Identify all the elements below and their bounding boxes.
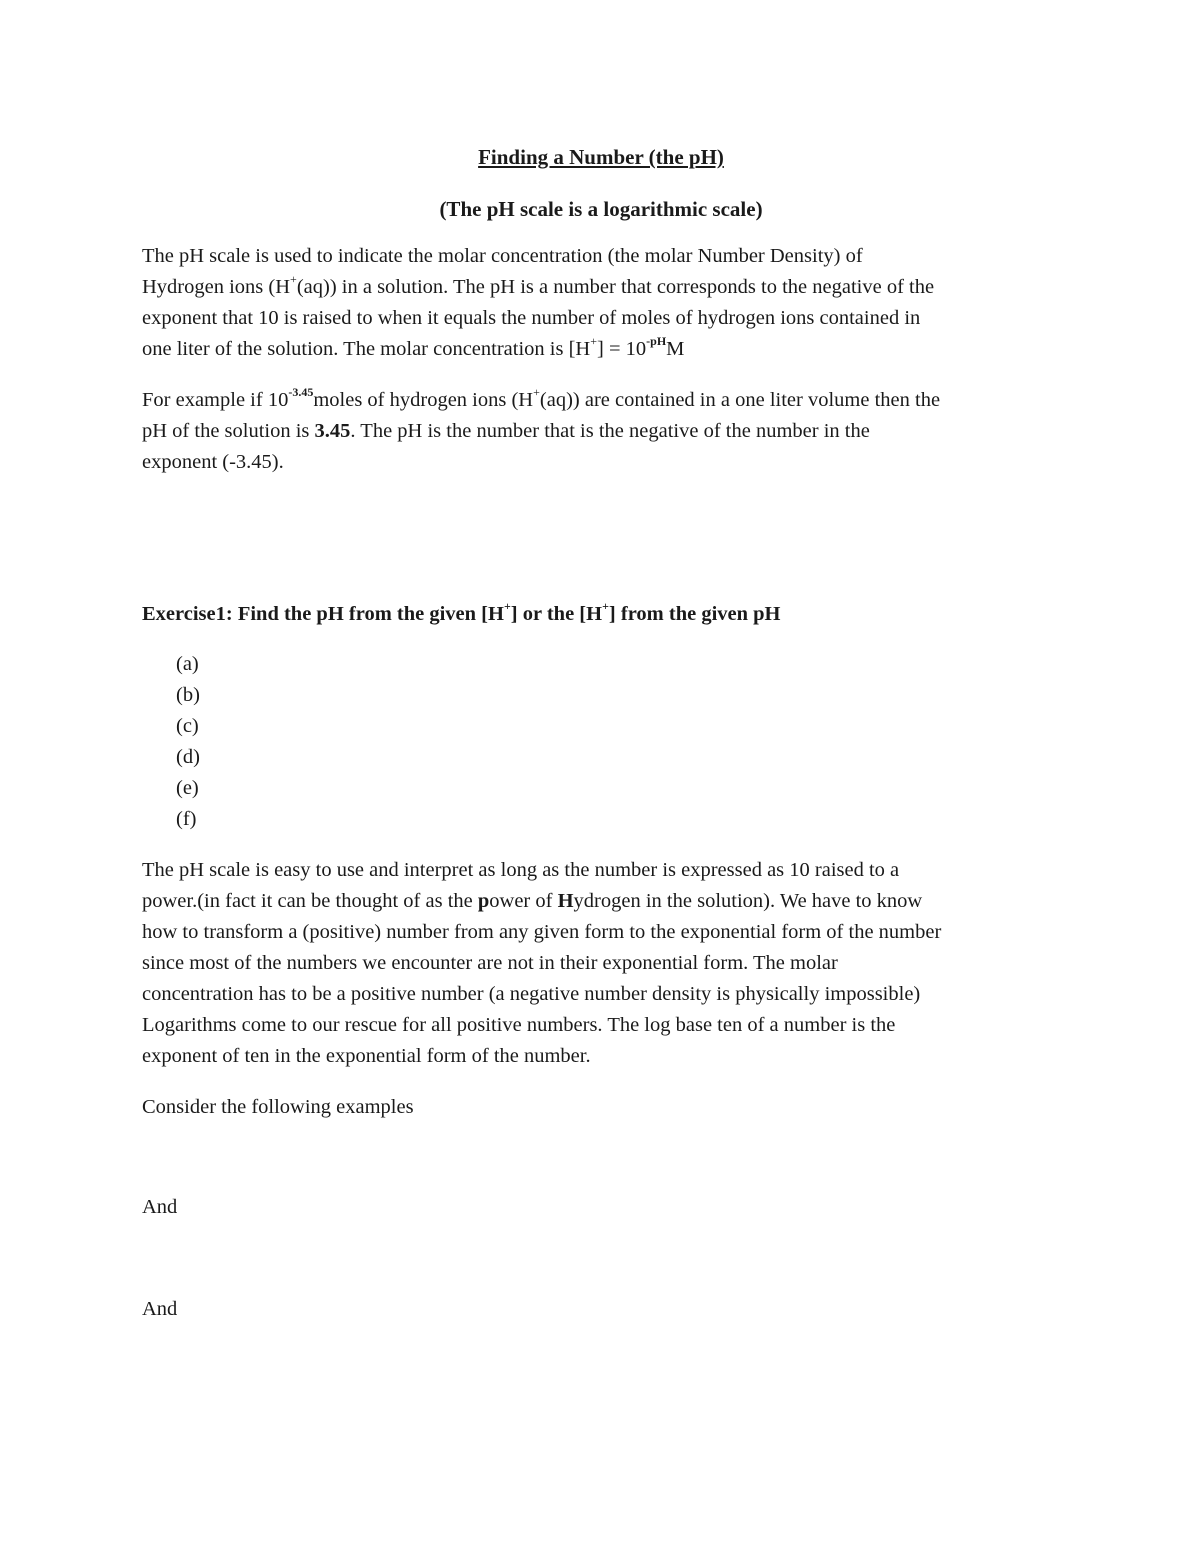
para3-line5: concentration has to be a positive number (a negative number density is physically impossible) (142, 983, 921, 1005)
para1-line4: one liter of the solution. The molar concentration is $[H^+] = 10^{-pH}M$ (142, 334, 685, 360)
para3-line4: since most of the numbers we encounter are not in their exponential form. The molar (142, 952, 838, 974)
exercise-item-e: (e) (176, 777, 199, 799)
para2-line2: pH of the solution is 3.45. The pH is the number that is the negative of the number in the (142, 420, 870, 442)
exercise-item-b: (b) (176, 684, 200, 706)
para3-line7: exponent of ten in the exponential form of the number. (142, 1045, 591, 1067)
para3-line2: power.(in fact it can be thought of as the power of Hydrogen in the solution). We have to know (142, 890, 923, 912)
para3-line3: how to transform a (positive) number from any given form to the exponential form of the number (142, 921, 942, 943)
para1-line2: Hydrogen ions (H+(aq)) in a solution. The pH is a number that corresponds to the negative of the (142, 272, 935, 298)
para3-line6: Logarithms come to our rescue for all positive numbers. The log base ten of a number is the (142, 1014, 896, 1036)
exercise-item-a: (a) (176, 653, 199, 675)
page-subtitle: (The pH scale is a logarithmic scale) (439, 197, 763, 221)
para2-line1: For example if $10^{-3.45}moles$ of hydrogen ions (H+(aq)) are contained in a one liter volume then the (142, 385, 941, 411)
consider-line: Consider the following examples (142, 1096, 414, 1118)
para2-line3: exponent (-3.45). (142, 451, 284, 473)
exercise-item-d: (d) (176, 746, 200, 768)
exercise-heading: Exercise1: Find the pH from the given [H+] or the [H+] from the given pH (142, 599, 781, 625)
exercise-item-f: (f) (176, 808, 197, 830)
and-line-1: And (142, 1196, 178, 1218)
and-line-2: And (142, 1298, 178, 1320)
ph-value-bold: 3.45 (314, 420, 351, 442)
exercise-item-c: (c) (176, 715, 199, 737)
page-title: Finding a Number (the pH) (478, 145, 724, 169)
para1-line1: The pH scale is used to indicate the molar concentration (the molar Number Density) of (142, 245, 863, 267)
para3-line1: The pH scale is easy to use and interpret as long as the number is expressed as 10 raised to a (142, 859, 900, 881)
para1-line3: exponent that 10 is raised to when it equals the number of moles of hydrogen ions contained in (142, 307, 921, 329)
